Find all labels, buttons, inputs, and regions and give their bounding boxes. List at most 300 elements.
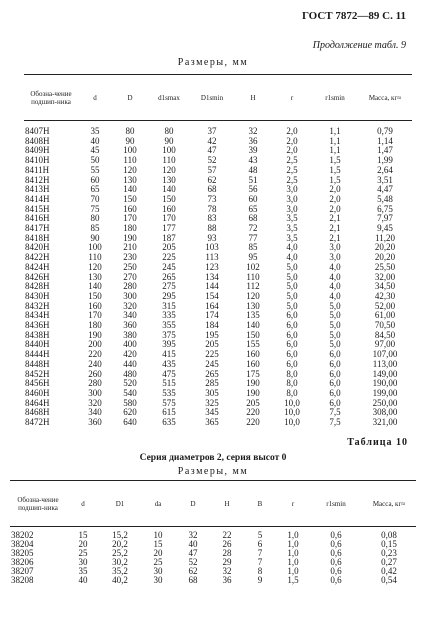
table-cell: 3,0 <box>286 184 298 195</box>
table-cell: 180 <box>88 320 102 331</box>
table-cell: 60 <box>248 193 258 204</box>
table-cell: 11,20 <box>375 232 395 243</box>
col-r1smin: r1smin <box>326 499 346 508</box>
table-cell: 140 <box>88 281 102 292</box>
table-cell: 1,1 <box>329 135 341 146</box>
table-cell: 51 <box>248 174 258 185</box>
table-cell: 1,0 <box>287 539 299 549</box>
table-cell: 5,0 <box>286 271 298 282</box>
table-cell: 2,1 <box>329 223 341 234</box>
table-cell: 6,0 <box>329 368 341 379</box>
table-cell: 140 <box>123 184 137 195</box>
table-cell: 6,0 <box>329 349 341 360</box>
table-cell: 10,0 <box>284 397 300 408</box>
table-cell: 380 <box>123 329 137 340</box>
table-cell: 8440Н <box>25 339 50 350</box>
table-row <box>10 576 416 585</box>
table-cell: 26 <box>222 539 232 549</box>
table-cell: 32 <box>248 126 258 136</box>
table-cell: 30 <box>153 566 163 576</box>
table-row <box>24 195 412 205</box>
table-cell: 280 <box>88 378 102 389</box>
table-cell: 6,0 <box>286 358 298 369</box>
table-row <box>24 137 412 147</box>
table10-caption: Размеры, мм <box>177 466 249 477</box>
table-cell: 123 <box>205 261 219 272</box>
table-cell: 2,5 <box>286 174 298 185</box>
table-cell: 8436Н <box>25 320 50 331</box>
table-cell: 6,0 <box>286 310 298 321</box>
table-cell: 4,0 <box>329 281 341 292</box>
table-cell: 68 <box>188 575 198 585</box>
table-cell: 40 <box>90 135 100 146</box>
table-cell: 160 <box>88 300 102 311</box>
table-cell: 174 <box>205 310 219 321</box>
table-cell: 100 <box>123 145 137 156</box>
table-cell: 25 <box>78 548 88 558</box>
table-cell: 144 <box>205 281 219 292</box>
table-cell: 170 <box>88 310 102 321</box>
table-cell: 7,5 <box>329 417 341 428</box>
table-cell: 480 <box>123 368 137 379</box>
table-cell: 154 <box>205 290 219 301</box>
table-cell: 5,0 <box>286 281 298 292</box>
table-cell: 1,1 <box>329 145 341 156</box>
table-cell: 52 <box>207 155 217 166</box>
table-cell: 103 <box>205 242 219 253</box>
table-cell: 8464Н <box>25 397 50 408</box>
page-header: ГОСТ 7872—89 С. 11 <box>301 10 406 22</box>
table-cell: 93 <box>207 232 217 243</box>
table-cell: 0,54 <box>381 575 397 585</box>
table-cell: 320 <box>123 300 137 311</box>
table-cell: 8 <box>257 566 263 576</box>
table-cell: 5,0 <box>286 300 298 311</box>
table-cell: 225 <box>205 349 219 360</box>
table-cell: 8407Н <box>25 126 50 136</box>
table-cell: 150 <box>162 193 176 204</box>
table10-series: Серия диаметров 2, серия высот 0 <box>139 453 287 463</box>
table-cell: 85 <box>248 242 258 253</box>
table-cell: 0,6 <box>330 557 342 567</box>
table-cell: 635 <box>162 417 176 428</box>
table-cell: 6,0 <box>329 358 341 369</box>
table-cell: 83 <box>207 213 217 224</box>
table-cell: 320 <box>88 397 102 408</box>
table-cell: 34,50 <box>374 281 396 292</box>
table-cell: 48 <box>248 164 258 175</box>
table-cell: 35 <box>90 126 100 136</box>
table-cell: 68 <box>207 184 217 195</box>
table-cell: 360 <box>88 417 102 428</box>
table-cell: 8456Н <box>25 378 50 389</box>
table-cell: 40 <box>78 575 88 585</box>
table-cell: 260 <box>88 368 102 379</box>
table-cell: 1,5 <box>329 164 341 175</box>
table-cell: 100 <box>162 145 176 156</box>
table-cell: 88 <box>207 223 217 234</box>
table-cell: 2,0 <box>286 145 298 156</box>
table-cell: 2,0 <box>329 193 341 204</box>
table-cell: 415 <box>162 349 176 360</box>
table-cell: 20,20 <box>374 252 396 263</box>
col-mass: Масса, кг≈ <box>368 93 402 102</box>
table-cell: 20,20 <box>374 242 396 253</box>
table-cell: 110 <box>88 252 102 263</box>
table-cell: 3,5 <box>286 213 298 224</box>
table-cell: 0,6 <box>330 539 342 549</box>
col-r1smin: r1smin <box>325 93 345 102</box>
table-cell: 8452Н <box>25 368 50 379</box>
table-cell: 8428Н <box>25 281 50 292</box>
table-cell: 130 <box>246 300 260 311</box>
table-cell: 520 <box>123 378 137 389</box>
table-row <box>10 549 416 558</box>
table-cell: 32 <box>188 530 198 540</box>
col-d: d <box>93 93 97 102</box>
table-row <box>24 205 412 215</box>
table-cell: 3,0 <box>286 203 298 214</box>
table-cell: 295 <box>162 290 176 301</box>
table10-header <box>10 481 416 527</box>
table-cell: 25,2 <box>112 548 128 558</box>
table-cell: 113,00 <box>372 358 398 369</box>
table-cell: 395 <box>162 339 176 350</box>
table-cell: 36 <box>222 575 232 585</box>
table-cell: 225 <box>162 252 176 263</box>
table-cell: 275 <box>162 281 176 292</box>
table-cell: 8444Н <box>25 349 50 360</box>
table-cell: 1,5 <box>329 174 341 185</box>
table-cell: 190,00 <box>372 378 398 389</box>
col-designation: Обозна-чение подшип-ника <box>30 89 72 106</box>
table-cell: 134 <box>205 271 219 282</box>
table-cell: 62 <box>188 566 198 576</box>
table-cell: 355 <box>162 320 176 331</box>
table-cell: 20 <box>153 548 163 558</box>
table-cell: 150 <box>88 290 102 301</box>
table-cell: 270 <box>123 271 137 282</box>
table-cell: 32 <box>222 566 232 576</box>
table-cell: 85 <box>90 223 100 234</box>
table-cell: 315 <box>162 300 176 311</box>
table-cell: 205 <box>162 242 176 253</box>
table-row <box>10 558 416 567</box>
table-cell: 36 <box>248 135 258 146</box>
table-cell: 5,0 <box>329 339 341 350</box>
table-cell: 0,27 <box>381 557 397 567</box>
table-cell: 7,97 <box>377 213 393 224</box>
table-cell: 250,00 <box>372 397 398 408</box>
table-cell: 6,0 <box>286 320 298 331</box>
table-cell: 580 <box>123 397 137 408</box>
table-cell: 190 <box>88 329 102 340</box>
table-cell: 2,5 <box>286 155 298 166</box>
table-cell: 8411Н <box>25 164 50 175</box>
table-cell: 8412Н <box>25 174 50 185</box>
table-cell: 110 <box>123 155 137 166</box>
table-cell: 435 <box>162 358 176 369</box>
col-designation: Обозна-чение подшип-ника <box>17 495 59 512</box>
table-cell: 5,0 <box>329 320 341 331</box>
table-cell: 4,47 <box>377 184 393 195</box>
col-da: da <box>154 499 162 508</box>
col-r: r <box>290 93 294 102</box>
table-cell: 240 <box>88 358 102 369</box>
table-cell: 65 <box>90 184 100 195</box>
table-cell: 2,0 <box>329 203 341 214</box>
table-cell: 8420Н <box>25 242 50 253</box>
table-cell: 321,00 <box>372 417 398 428</box>
table-cell: 5,0 <box>286 261 298 272</box>
table-cell: 8409Н <box>25 145 50 156</box>
table-cell: 61,00 <box>374 310 396 321</box>
table-row <box>24 156 412 166</box>
table-cell: 5,0 <box>329 300 341 311</box>
table-cell: 8448Н <box>25 358 50 369</box>
table-cell: 205 <box>205 339 219 350</box>
table-cell: 400 <box>123 339 137 350</box>
table-row <box>24 121 412 137</box>
table-cell: 29 <box>222 557 232 567</box>
table-cell: 210 <box>123 242 137 253</box>
table-cell: 70,50 <box>374 320 396 331</box>
table-cell: 205 <box>246 397 260 408</box>
table-cell: 38206 <box>11 557 34 567</box>
table-cell: 0,6 <box>330 566 342 576</box>
table-cell: 6,0 <box>329 387 341 398</box>
table-cell: 120 <box>246 290 260 301</box>
table-cell: 10,0 <box>284 407 300 418</box>
table-cell: 220 <box>246 407 260 418</box>
table-cell: 120 <box>88 261 102 272</box>
table-cell: 4,0 <box>286 252 298 263</box>
table-cell: 0,79 <box>377 126 393 136</box>
table-row <box>24 214 412 224</box>
table-cell: 190 <box>123 232 137 243</box>
table-cell: 97,00 <box>374 339 396 350</box>
table-cell: 3,0 <box>329 242 341 253</box>
table-cell: 250 <box>123 261 137 272</box>
col-mass: Масса, кг≈ <box>372 499 406 508</box>
table-cell: 375 <box>162 329 176 340</box>
table-cell: 160 <box>123 203 137 214</box>
col-D1smin: D1smin <box>200 93 224 102</box>
table-cell: 0,23 <box>381 548 397 558</box>
table-cell: 8417Н <box>25 223 50 234</box>
table-cell: 340 <box>123 310 137 321</box>
table-cell: 47 <box>207 145 217 156</box>
table-cell: 68 <box>248 213 258 224</box>
table-cell: 7 <box>257 548 263 558</box>
table-cell: 1,5 <box>287 575 299 585</box>
col-D: D <box>190 499 196 508</box>
table-cell: 8414Н <box>25 193 50 204</box>
table-cell: 112 <box>246 281 260 292</box>
table-cell: 265 <box>162 271 176 282</box>
table-cell: 25,50 <box>374 261 396 272</box>
table-cell: 230 <box>123 252 137 263</box>
table-cell: 8416Н <box>25 213 50 224</box>
table-cell: 80 <box>90 213 100 224</box>
table-cell: 30 <box>153 575 163 585</box>
col-r: r <box>291 499 295 508</box>
table-cell: 75 <box>90 203 100 214</box>
table-cell: 20 <box>78 539 88 549</box>
table-cell: 365 <box>205 417 219 428</box>
table-cell: 110 <box>246 271 260 282</box>
table-cell: 475 <box>162 368 176 379</box>
table-cell: 72 <box>248 223 258 234</box>
table-cell: 0,42 <box>381 566 397 576</box>
table-cell: 28 <box>222 548 232 558</box>
table-cell: 43 <box>248 155 258 166</box>
table-cell: 8438Н <box>25 329 50 340</box>
table-cell: 50 <box>90 155 100 166</box>
table-cell: 535 <box>162 387 176 398</box>
table-cell: 170 <box>123 213 137 224</box>
table-cell: 1,47 <box>377 145 393 156</box>
col-H: H <box>250 93 256 102</box>
table-cell: 140 <box>246 320 260 331</box>
table-cell: 32,00 <box>374 271 396 282</box>
table-cell: 149,00 <box>372 368 398 379</box>
table-cell: 190 <box>246 387 260 398</box>
table-cell: 8,0 <box>286 378 298 389</box>
table-cell: 90 <box>125 135 135 146</box>
table-cell: 4,0 <box>286 242 298 253</box>
table-cell: 15 <box>78 530 88 540</box>
table-cell: 2,1 <box>329 213 341 224</box>
table-cell: 22 <box>222 530 232 540</box>
table-cell: 2,64 <box>377 164 393 175</box>
table-cell: 175 <box>246 368 260 379</box>
table-cell: 345 <box>205 407 219 418</box>
table-cell: 170 <box>162 213 176 224</box>
table-cell: 55 <box>90 164 100 175</box>
table-cell: 160 <box>162 203 176 214</box>
table-cell: 8413Н <box>25 184 50 195</box>
table-cell: 52,00 <box>374 300 396 311</box>
table-cell: 0,08 <box>381 530 397 540</box>
table-cell: 6 <box>257 539 263 549</box>
table-cell: 52 <box>188 557 198 567</box>
table-cell: 78 <box>207 203 217 214</box>
table-cell: 15,2 <box>112 530 128 540</box>
table-cell: 265 <box>205 368 219 379</box>
table-cell: 3,0 <box>286 193 298 204</box>
table-row <box>24 224 412 234</box>
table-row <box>24 418 412 428</box>
table-cell: 8418Н <box>25 232 50 243</box>
table-cell: 280 <box>123 281 137 292</box>
table-cell: 8,0 <box>286 387 298 398</box>
table-cell: 8460Н <box>25 387 50 398</box>
table-cell: 38208 <box>11 575 34 585</box>
table-cell: 308,00 <box>372 407 398 418</box>
table10 <box>10 480 416 585</box>
table-cell: 515 <box>162 378 176 389</box>
table-row <box>10 567 416 576</box>
table-cell: 3,5 <box>286 232 298 243</box>
table-cell: 190 <box>246 378 260 389</box>
table-cell: 187 <box>162 232 176 243</box>
table-cell: 90 <box>90 232 100 243</box>
table-cell: 90 <box>164 135 174 146</box>
table-cell: 335 <box>162 310 176 321</box>
table-cell: 38205 <box>11 548 34 558</box>
table-cell: 220 <box>246 417 260 428</box>
table-cell: 1,0 <box>287 566 299 576</box>
table-cell: 540 <box>123 387 137 398</box>
table-cell: 177 <box>162 223 176 234</box>
table-cell: 1,14 <box>377 135 393 146</box>
table9-header <box>24 75 412 121</box>
table10-title: Таблица 10 <box>347 437 408 448</box>
table-cell: 195 <box>205 329 219 340</box>
table9-caption: Размеры, мм <box>177 57 249 68</box>
table-cell: 84,50 <box>374 329 396 340</box>
table-cell: 5,0 <box>286 290 298 301</box>
table-cell: 9 <box>257 575 263 585</box>
table-cell: 15 <box>153 539 163 549</box>
table-cell: 1,5 <box>329 155 341 166</box>
col-H: H <box>224 499 230 508</box>
table-cell: 2,0 <box>286 135 298 146</box>
table-cell: 180 <box>123 223 137 234</box>
table-cell: 107,00 <box>372 349 398 360</box>
table-cell: 42,30 <box>374 290 396 301</box>
table-cell: 73 <box>207 193 217 204</box>
table-cell: 340 <box>88 407 102 418</box>
table-cell: 1,1 <box>329 126 341 136</box>
table-cell: 0,6 <box>330 548 342 558</box>
continuation-label: Продолжение табл. 9 <box>312 40 406 51</box>
table-cell: 113 <box>205 252 219 263</box>
table-cell: 60 <box>90 174 100 185</box>
table-cell: 5,0 <box>329 310 341 321</box>
table-cell: 9,45 <box>377 223 393 234</box>
table-cell: 65 <box>248 203 258 214</box>
table-cell: 360 <box>123 320 137 331</box>
table-cell: 39 <box>248 145 258 156</box>
table-cell: 8,0 <box>286 368 298 379</box>
table-cell: 640 <box>123 417 137 428</box>
table-cell: 285 <box>205 378 219 389</box>
col-d1smax: d1smax <box>158 93 180 102</box>
table-cell: 6,0 <box>286 349 298 360</box>
table-cell: 6,0 <box>329 378 341 389</box>
table-cell: 8430Н <box>25 290 50 301</box>
table-cell: 440 <box>123 358 137 369</box>
table-cell: 80 <box>164 126 174 136</box>
table-cell: 200 <box>88 339 102 350</box>
table-cell: 8434Н <box>25 310 50 321</box>
table-cell: 305 <box>205 387 219 398</box>
table-cell: 8408Н <box>25 135 50 146</box>
table-cell: 8472Н <box>25 417 50 428</box>
table-cell: 620 <box>123 407 137 418</box>
table-cell: 6,0 <box>329 397 341 408</box>
table-cell: 7,5 <box>329 407 341 418</box>
table-cell: 6,75 <box>377 203 393 214</box>
table-cell: 38204 <box>11 539 34 549</box>
table-cell: 8426Н <box>25 271 50 282</box>
table-cell: 42 <box>207 135 217 146</box>
table-cell: 3,51 <box>377 174 393 185</box>
table-cell: 62 <box>207 174 217 185</box>
table-cell: 160 <box>246 349 260 360</box>
